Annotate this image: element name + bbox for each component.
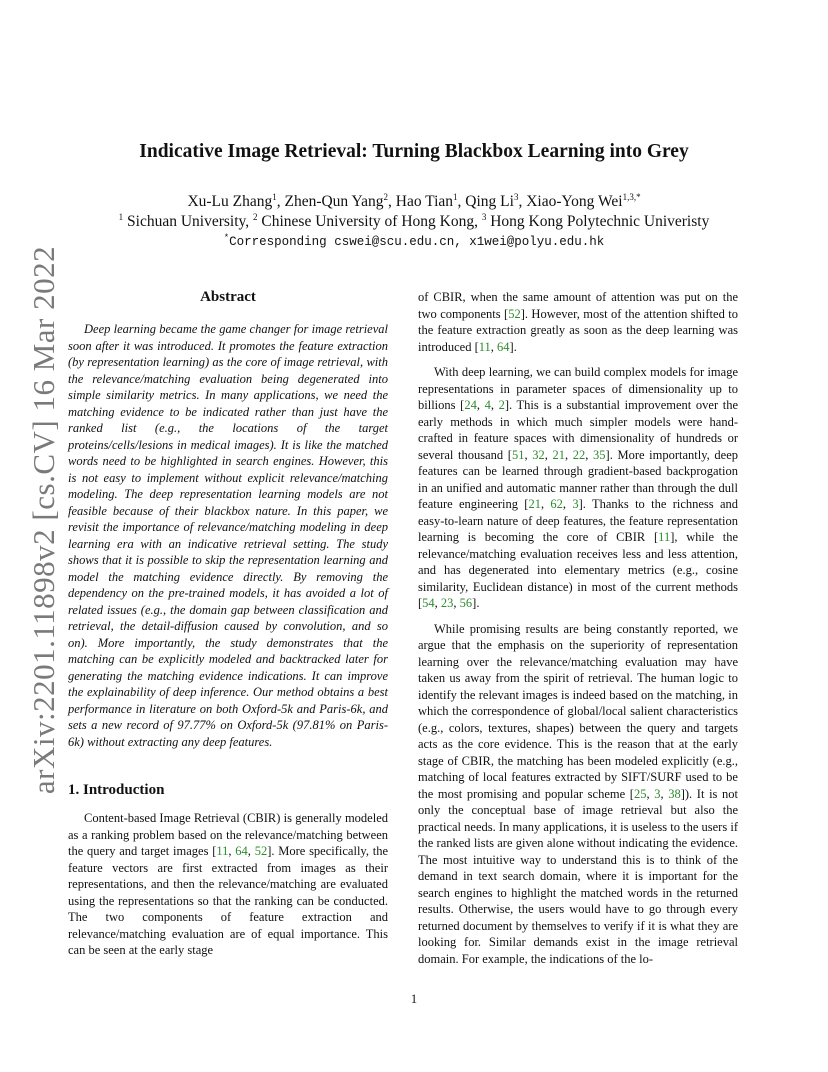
citation-link[interactable]: 54 bbox=[422, 596, 435, 610]
intro-right-paragraphs bbox=[418, 289, 738, 967]
affiliation-name: Sichuan University, bbox=[123, 213, 254, 230]
affiliation-list bbox=[0, 213, 828, 231]
citation-link[interactable]: 56 bbox=[459, 596, 473, 610]
corresponding-marker: * bbox=[223, 232, 230, 243]
abstract-text: Deep learning became the game changer for image retrieval soon after it was introduced. It promotes the feature extraction (by representation learning) as the core of image retrieval, with the relevance/matching evaluation being degenerated into simple similarity metrics. In many applications, we need the matching evidence to be indicated rather than just have the ranked list (e.g., the locations of the target proteins/cells/lesions in medical images). It is like the matched words need to be highlighted in search engines. However, this is not easy to implement without explicit relevance/matching modeling. The deep representation learning models are not feasible because of their blackbox nature. In this paper, we revisit the importance of relevance/matching modeling in deep learning era with an indicative retrieval setting. The study shows that it is possible to skip the representation learning and model the matching evidence directly. By removing the dependency on the pre-trained models, it has avoided a lot of related issues (e.g., the domain gap between classification and retrieval, the detail-diffusion caused by convolution, and so on). More importantly, the study demonstrates that the matching can be explicitly modeled and backtracked later for generating the matching evidence indications. It can improve the explainability of deep inference. Our method obtains a best performance in literature on both Oxford-5k and Paris-6k, and sets a new record of 97.77% on Oxford-5k (97.81% on Paris-6k) without extracting any deep features. bbox=[68, 322, 388, 749]
paragraph: While promising results are being constantly reported, we argue that the emphasis on the superiority of representation learning over the relevance/matching evaluation may have taken us away from the spirit of retrieval. The human logic to identify the relevant images is indeed based on the matching, in which the correspondence of global/local salient characteristics (e.g., colors, textures, shapes) between the query and targets acts as the core evidence. This is the reason that at the early stage of CBIR, the matching has been modeled explicitly (e.g., matching of local features extracted by SIFT/SURF used to be the most promising and popular scheme [25, 3, 38]). It is not only the conceptual base of image retrieval but also the practical needs. In many applications, it is useless to the users if the ranked lists are given alone without indicating the evidence. The most intuitive way to understand this is to think of the demand in text search domain, where it is important for the search engines to highlight the matched words in the returned results. Otherwise, the users would have to go through every returned document by themselves to verify if it is what they are looking for. Similar demands exist in the image retrieval domain. For example, the indications of the lo- bbox=[418, 621, 739, 966]
citation-link[interactable]: 23 bbox=[440, 596, 454, 610]
arxiv-stamp bbox=[24, 245, 64, 795]
citation-link[interactable]: 35 bbox=[593, 447, 606, 462]
citation-link[interactable]: 51 bbox=[511, 447, 525, 462]
citation-link[interactable]: 11 bbox=[216, 844, 229, 858]
author-name: Qing Li bbox=[465, 193, 514, 210]
citation-link[interactable]: 3 bbox=[654, 786, 661, 801]
citation-link[interactable]: 11 bbox=[658, 530, 671, 544]
author-name: Hao Tian bbox=[395, 193, 454, 210]
left-column bbox=[68, 287, 388, 968]
citation-link[interactable]: 32 bbox=[532, 447, 545, 462]
paper-title: Indicative Image Retrieval: Turning Blackbox Learning into Grey bbox=[139, 141, 689, 162]
corresponding-email: Corresponding cswei@scu.edu.cn, x1wei@polyu.edu.hk bbox=[229, 235, 605, 249]
author-affil-marker: 1,3,* bbox=[622, 191, 641, 202]
arxiv-stamp-text: arXiv:2201.11898v2 [cs.CV] 16 Mar 2022 bbox=[26, 245, 61, 795]
author-affil-marker: 1 bbox=[272, 191, 277, 202]
citation-link[interactable]: 24 bbox=[464, 398, 477, 412]
right-column bbox=[418, 289, 738, 976]
section-heading-introduction: 1. Introduction bbox=[68, 782, 165, 798]
corresponding-line bbox=[0, 232, 828, 249]
intro-left-paragraphs bbox=[68, 810, 388, 959]
citation-link[interactable]: 2 bbox=[498, 398, 505, 412]
affiliation-marker: 1 bbox=[118, 211, 124, 222]
affiliation-marker: 3 bbox=[481, 211, 487, 222]
author-name: Zhen-Qun Yang bbox=[284, 193, 384, 210]
paragraph: With deep learning, we can build complex models for image representations in parameter spaces of dimensionality up to billions [24, 4, 2]. This is a substantial improvement over the early methods in which much simpler models were hand-crafted in feature spaces with dimensionality of hundreds or several thousand [51, 32, 21, 22, 35]. More importantly, deep features can be learned through gradient-based backprogation in an unified and automatic manner rather than through the dull feature engineering [21, 62, 3]. Thanks to the richness and easy-to-learn nature of deep features, the feature representation learning is becoming the core of CBIR [11], while the relevance/matching evaluation receives less and less attention, and has degenerated into elementary metrics (e.g., cosine similarity, Euclidean distance) in most of the current methods [54, 23, 56]. bbox=[418, 365, 739, 610]
citation-link[interactable]: 21 bbox=[552, 447, 565, 462]
affiliation-marker: 2 bbox=[253, 211, 258, 222]
author-affil-marker: 1 bbox=[453, 191, 458, 202]
citation-link[interactable]: 22 bbox=[572, 447, 586, 462]
citation-link[interactable]: 25 bbox=[633, 786, 647, 801]
citation-link[interactable]: 64 bbox=[235, 844, 248, 858]
author-name: Xiao-Yong Wei bbox=[526, 193, 623, 210]
author-affil-marker: 3 bbox=[513, 191, 519, 202]
paragraph: Content-based Image Retrieval (CBIR) is generally modeled as a ranking problem based on the relevance/matching between the query and target images [11, 64, 52]. More specifically, the feature vectors are first extracted from images as their representations, and then the relevance/matching are evaluated using the representations so that the ranking can be conducted. The two components of feature extraction and relevance/matching evaluation are of equal importance. This can be seen at the early stage bbox=[68, 811, 389, 957]
affiliation-name: Hong Kong Polytechnic Univeristy bbox=[486, 213, 710, 230]
author-list: Xu-Lu Zhang$^1$, Zhen-Qun Yang$^2$, Hao Tian$^1$, Qing Li$^3$, Xiao-Yong Wei$^{1,3,*}$ bbox=[187, 191, 641, 210]
paragraph: of CBIR, when the same amount of attention was put on the two components [52]. However, most of the attention shifted to the feature extraction greatly as soon as the deep learning was introduced [11, 64]. bbox=[418, 290, 738, 354]
page-number: 1 bbox=[410, 992, 418, 1006]
citation-link[interactable]: 38 bbox=[668, 786, 681, 801]
citation-link[interactable]: 3 bbox=[572, 497, 579, 511]
author-name: Xu-Lu Zhang bbox=[187, 193, 273, 210]
citation-link[interactable]: 52 bbox=[254, 844, 268, 858]
citation-link[interactable]: 62 bbox=[550, 497, 563, 511]
affiliation-name: Chinese University of Hong Kong, bbox=[257, 213, 482, 230]
citation-link[interactable]: 11 bbox=[478, 339, 491, 354]
citation-link[interactable]: 4 bbox=[484, 398, 491, 412]
citation-link[interactable]: 21 bbox=[528, 497, 541, 511]
author-affil-marker: 2 bbox=[383, 191, 389, 202]
citation-link[interactable]: 52 bbox=[508, 306, 521, 321]
abstract-heading: Abstract bbox=[200, 289, 256, 305]
citation-link[interactable]: 64 bbox=[497, 339, 510, 354]
